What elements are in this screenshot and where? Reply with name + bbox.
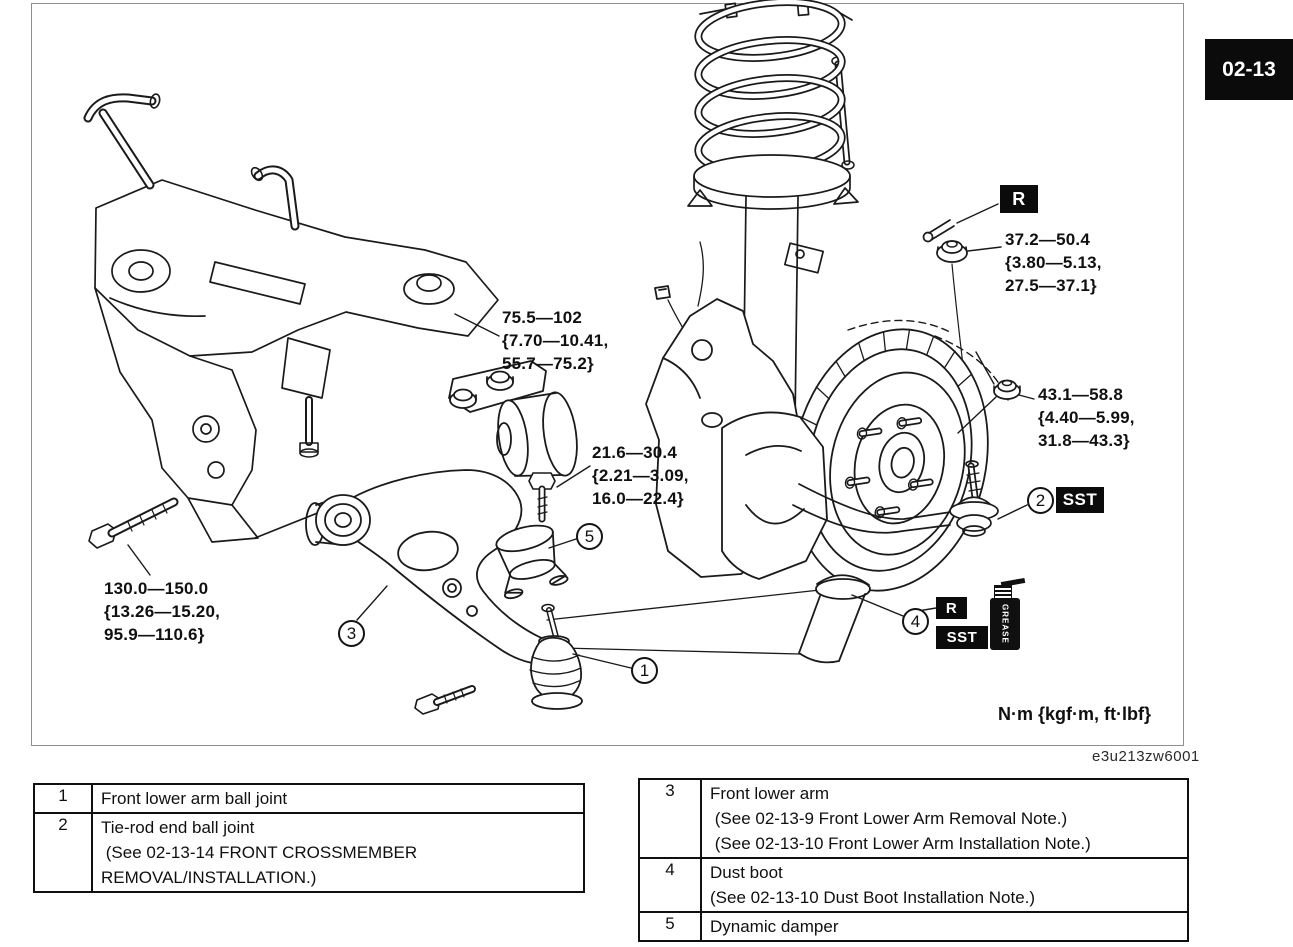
grease-can-body: GREASE: [990, 598, 1020, 650]
stabilizer-bar-drawing: [88, 93, 295, 226]
ball-joint-drawing: [530, 605, 582, 710]
callout-4-circle: 4: [902, 608, 929, 635]
torque-spec-tie-rod-nut: 37.2—50.4 {3.80—5.13, 27.5—37.1}: [1005, 230, 1102, 295]
bolt-drawing: [89, 502, 174, 548]
torque-spec-ball-joint-nut: 43.1—58.8 {4.40—5.99, 31.8—43.3}: [1038, 385, 1135, 450]
r-badge-top: R: [1000, 185, 1038, 213]
bolt-drawing: [415, 689, 472, 714]
callout-5-circle: 5: [576, 523, 603, 550]
legend-item-text: Dust boot (See 02-13-10 Dust Boot Installation Note.): [701, 858, 1188, 912]
torque-spec-arm-bolt: 21.6—30.4 {2.21—3.09, 16.0—22.4}: [592, 443, 689, 508]
legend-item-number: 2: [34, 813, 92, 892]
coil-spring-drawing: [696, 0, 845, 178]
sst-badge-4: SST: [936, 626, 988, 649]
table-row: [34, 813, 584, 892]
legend-table-right: [638, 778, 1189, 942]
table-row: [34, 784, 584, 813]
figure-code: e3u213zw6001: [1092, 748, 1200, 765]
units-label: N·m {kgf·m, ft·lbf}: [998, 704, 1151, 724]
torque-spec-bushing-bracket: 75.5—102 {7.70—10.41, 55.7—75.2}: [502, 308, 609, 373]
bolt-drawing: [300, 400, 318, 457]
cotter-pin-drawing: [924, 220, 955, 242]
legend-table-left: [33, 783, 585, 893]
callout-3-circle: 3: [338, 620, 365, 647]
legend-item-text: Front lower arm (See 02-13-9 Front Lower Arm Removal Note.) (See 02-13-10 Front Lower Arm Installation Note.): [701, 779, 1188, 858]
table-row: [639, 858, 1188, 912]
page-number-tab: 02-13: [1205, 39, 1293, 100]
legend-item-text: Dynamic damper: [701, 912, 1188, 941]
callout-2-circle: 2: [1027, 487, 1054, 514]
sst-badge-2: SST: [1056, 487, 1104, 513]
legend-item-number: 1: [34, 784, 92, 813]
flange-nut-drawing: [994, 381, 1020, 400]
dust-boot-drawing: [799, 575, 870, 662]
callout-1-circle: 1: [631, 657, 658, 684]
legend-item-number: 4: [639, 858, 701, 912]
legend-item-number: 5: [639, 912, 701, 941]
legend-item-text: Tie-rod end ball joint (See 02-13-14 FRONT CROSSMEMBER REMOVAL/INSTALLATION.): [92, 813, 584, 892]
legend-item-number: 3: [639, 779, 701, 858]
r-badge-4: R: [936, 597, 967, 619]
torque-spec-front-bolt: 130.0—150.0 {13.26—15.20, 95.9—110.6}: [104, 579, 221, 644]
legend-item-text: Front lower arm ball joint: [92, 784, 584, 813]
table-row: [639, 912, 1188, 941]
flange-nut-drawing: [937, 241, 967, 262]
bolt-drawing: [529, 473, 555, 519]
grease-can-icon: [988, 580, 1028, 652]
table-row: [639, 779, 1188, 858]
